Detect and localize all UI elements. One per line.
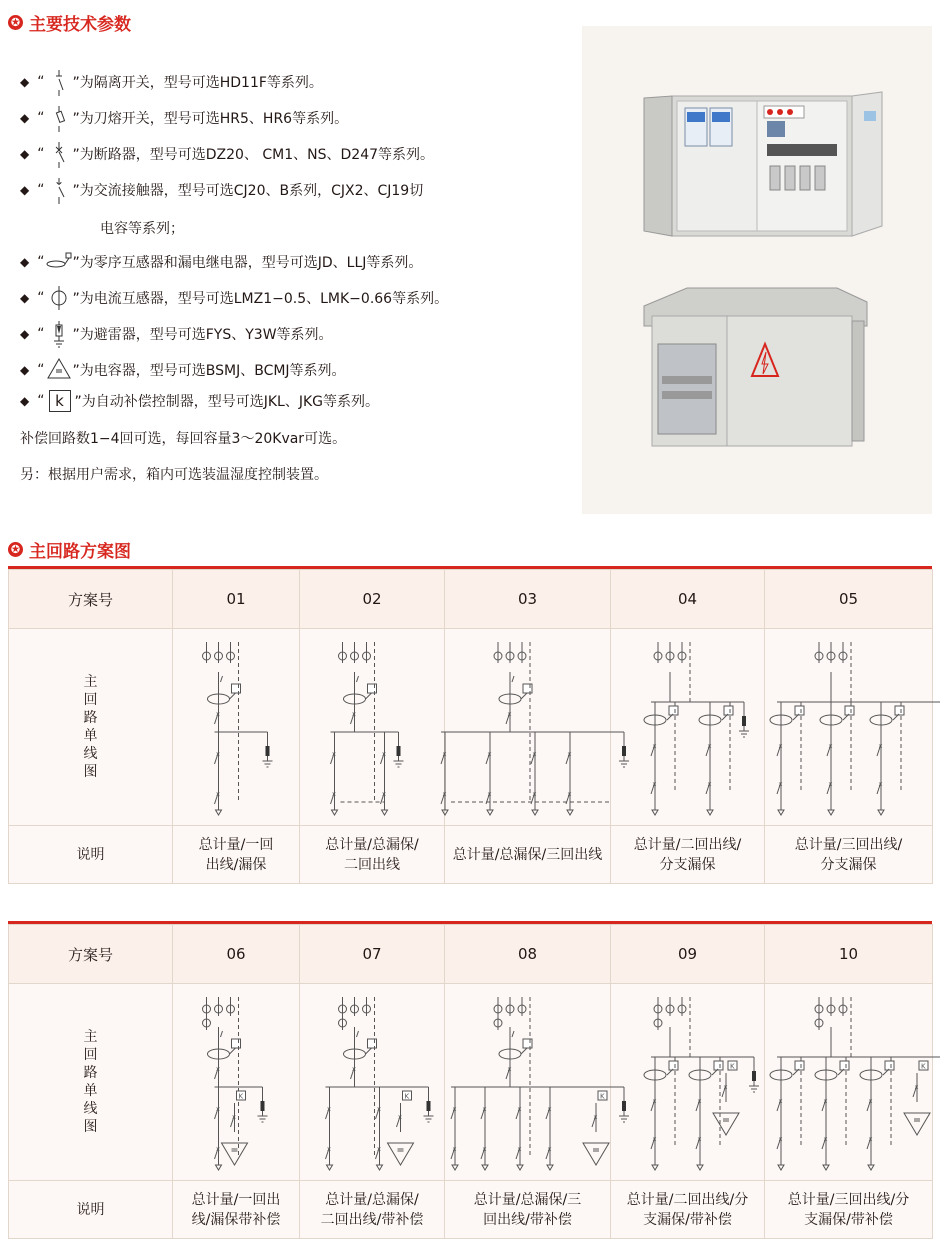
scheme-no: 04 — [611, 570, 765, 629]
section-title-text: 主要技术参数 — [29, 15, 131, 35]
param-item: ◆ “ ”为避雷器，型号可选FYS、Y3W等系列。 — [20, 320, 333, 348]
svg-text:×: × — [531, 751, 537, 758]
scheme-desc: 总计量/三回出线/分 支漏保/带补偿 — [765, 1181, 933, 1239]
svg-text:K: K — [729, 1062, 735, 1071]
svg-text:×: × — [913, 1084, 919, 1091]
param-item: ◆ “ ”为交流接触器，型号可选CJ20、B系列，CJX2、CJ19切 — [20, 176, 423, 204]
scheme-table-2 — [8, 924, 933, 1239]
diamond-bullet-icon: ◆ — [20, 291, 30, 305]
svg-text:×: × — [651, 1098, 657, 1105]
svg-text:×: × — [867, 1136, 873, 1143]
param-item: ◆ “ ”为零序互感器和漏电继电器，型号可选JD、LLJ等系列。 — [20, 248, 422, 276]
single-line-diagram — [765, 984, 933, 1181]
param-text: ”为自动补偿控制器，型号可选JKL、JKG等系列。 — [74, 394, 380, 410]
svg-text:×: × — [351, 1066, 357, 1073]
scheme-desc: 总计量/一回出 线/漏保带补偿 — [173, 1181, 300, 1239]
single-line-diagram — [445, 984, 611, 1181]
breaker-symbol-icon — [45, 140, 73, 168]
single-line-diagram — [173, 629, 300, 826]
scheme-desc: 总计量/总漏保/三回出线 — [445, 826, 611, 884]
svg-text:×: × — [651, 743, 657, 750]
svg-text:×: × — [376, 1106, 382, 1113]
svg-text:×: × — [877, 743, 883, 750]
svg-text:K: K — [238, 1092, 243, 1101]
diamond-bullet-icon: ◆ — [20, 111, 30, 125]
svg-text:×: × — [215, 1146, 221, 1153]
section-title-params — [8, 10, 131, 35]
svg-text:×: × — [566, 751, 572, 758]
param-text: ”为电流互感器，型号可选LMZ1−0.5、LMK−0.66等系列。 — [72, 291, 449, 307]
param-text: ”为交流接触器，型号可选CJ20、B系列，CJX2、CJ19切 — [72, 183, 424, 199]
scheme-no: 03 — [445, 570, 611, 629]
svg-text:×: × — [486, 751, 492, 758]
svg-text:×: × — [516, 1146, 522, 1153]
single-line-diagram — [300, 984, 445, 1181]
svg-text:×: × — [651, 1136, 657, 1143]
scheme-no: 06 — [173, 925, 300, 984]
section-title-schemes — [8, 537, 131, 562]
single-line-diagram — [441, 629, 611, 826]
diagram-row-label: 主 回 路 单 线 图 — [9, 984, 173, 1181]
svg-text:×: × — [822, 1136, 828, 1143]
note-compensation: 补偿回路数1−4回可选，每回容量3～20Kvar可选。 — [20, 431, 347, 447]
diamond-bullet-icon: ◆ — [20, 147, 30, 161]
param-text: ”为断路器，型号可选DZ20、 CM1、NS、D247等系列。 — [72, 147, 435, 163]
svg-text:×: × — [326, 1106, 332, 1113]
param-continuation: 电容等系列； — [100, 221, 184, 237]
svg-text:×: × — [877, 781, 883, 788]
svg-text:×: × — [231, 1114, 237, 1121]
svg-text:K: K — [920, 1062, 926, 1071]
svg-text:K: K — [599, 1092, 605, 1101]
scheme-desc: 总计量/二回出线/分 支漏保/带补偿 — [611, 1181, 765, 1239]
scheme-no: 08 — [445, 925, 611, 984]
param-text: ”为避雷器，型号可选FYS、Y3W等系列。 — [72, 327, 333, 343]
svg-text:×: × — [777, 781, 783, 788]
product-photos — [582, 26, 932, 514]
svg-text:K: K — [404, 1092, 409, 1101]
note-optional: 另：根据用户需求，箱内可选装温湿度控制装置。 — [20, 467, 328, 483]
svg-text:×: × — [215, 711, 221, 718]
param-item: ◆ “ ”为断路器，型号可选DZ20、 CM1、NS、D247等系列。 — [20, 140, 434, 168]
param-item: ◆ “ ”为电容器，型号可选BSMJ、BCMJ等系列。 — [20, 356, 346, 384]
scheme-table-1 — [8, 569, 933, 884]
svg-text:×: × — [381, 751, 387, 758]
svg-text:×: × — [827, 743, 833, 750]
scheme-no-label: 方案号 — [9, 570, 173, 629]
svg-text:×: × — [376, 1146, 382, 1153]
param-text: ”为电容器，型号可选BSMJ、BCMJ等系列。 — [72, 363, 346, 379]
svg-text:×: × — [546, 1106, 552, 1113]
scheme-desc: 总计量/总漏保/ 二回出线/带补偿 — [300, 1181, 445, 1239]
desc-row-label: 说明 — [9, 826, 173, 884]
svg-text:×: × — [331, 791, 337, 798]
diamond-bullet-icon: ◆ — [20, 255, 30, 269]
svg-text:×: × — [777, 1098, 783, 1105]
diamond-bullet-icon: ◆ — [20, 363, 30, 377]
scheme-no: 07 — [300, 925, 445, 984]
arrester-symbol-icon — [45, 320, 73, 348]
isolator-symbol-icon — [45, 68, 73, 96]
param-text: ”为零序互感器和漏电继电器，型号可选JD、LLJ等系列。 — [72, 255, 423, 271]
svg-text:×: × — [696, 1136, 702, 1143]
single-line-diagram — [611, 984, 765, 1181]
contactor-symbol-icon — [45, 176, 73, 204]
svg-text:×: × — [696, 1098, 702, 1105]
scheme-no: 01 — [173, 570, 300, 629]
svg-text:×: × — [777, 743, 783, 750]
distribution-box-open-photo — [582, 26, 932, 514]
svg-text:×: × — [531, 791, 537, 798]
param-text: ”为隔离开关，型号可选HD11F等系列。 — [72, 75, 323, 91]
star-icon: ✪ — [8, 15, 23, 30]
diamond-bullet-icon: ◆ — [20, 75, 30, 89]
svg-text:×: × — [331, 751, 337, 758]
scheme-no-label: 方案号 — [9, 925, 173, 984]
scheme-no: 10 — [765, 925, 933, 984]
zero-sequence-ct-symbol-icon — [45, 248, 73, 276]
single-line-diagram — [611, 629, 765, 826]
svg-text:×: × — [451, 1146, 457, 1153]
svg-text:×: × — [822, 1098, 828, 1105]
svg-text:×: × — [651, 781, 657, 788]
svg-text:×: × — [397, 1114, 403, 1121]
svg-text:×: × — [351, 711, 357, 718]
scheme-no: 09 — [611, 925, 765, 984]
diagram-row-label: 主 回 路 单 线 图 — [9, 629, 173, 826]
svg-text:×: × — [546, 1146, 552, 1153]
svg-text:×: × — [441, 751, 447, 758]
svg-text:×: × — [827, 781, 833, 788]
scheme-no: 05 — [765, 570, 933, 629]
svg-text:×: × — [381, 791, 387, 798]
param-item: ◆ “ ”为刀熔开关，型号可选HR5、HR6等系列。 — [20, 104, 348, 132]
svg-text:×: × — [215, 751, 221, 758]
diamond-bullet-icon: ◆ — [20, 394, 30, 408]
svg-text:×: × — [506, 711, 512, 718]
svg-text:×: × — [566, 791, 572, 798]
param-text: ”为刀熔开关，型号可选HR5、HR6等系列。 — [72, 111, 349, 127]
diamond-bullet-icon: ◆ — [20, 183, 30, 197]
scheme-desc: 总计量/总漏保/三 回出线/带补偿 — [445, 1181, 611, 1239]
svg-text:×: × — [215, 791, 221, 798]
svg-text:×: × — [215, 1106, 221, 1113]
svg-text:×: × — [777, 1136, 783, 1143]
svg-text:×: × — [706, 743, 712, 750]
svg-text:×: × — [481, 1106, 487, 1113]
scheme-desc: 总计量/一回 出线/漏保 — [173, 826, 300, 884]
svg-text:×: × — [481, 1146, 487, 1153]
controller-symbol-icon: k — [49, 390, 71, 412]
svg-text:×: × — [506, 1066, 512, 1073]
single-line-diagram — [300, 629, 445, 826]
svg-text:×: × — [706, 781, 712, 788]
svg-text:×: × — [326, 1146, 332, 1153]
scheme-desc: 总计量/总漏保/ 二回出线 — [300, 826, 445, 884]
svg-text:×: × — [516, 1106, 522, 1113]
fuse-switch-symbol-icon — [45, 104, 73, 132]
single-line-diagram — [173, 984, 300, 1181]
star-icon: ✪ — [8, 542, 23, 557]
param-item: ◆ “ ”为电流互感器，型号可选LMZ1−0.5、LMK−0.66等系列。 — [20, 284, 448, 312]
svg-text:×: × — [451, 1106, 457, 1113]
svg-text:×: × — [215, 1066, 221, 1073]
svg-text:×: × — [867, 1098, 873, 1105]
scheme-desc: 总计量/二回出线/ 分支漏保 — [611, 826, 765, 884]
svg-text:×: × — [592, 1114, 598, 1121]
section-title-text: 主回路方案图 — [29, 542, 131, 562]
desc-row-label: 说明 — [9, 1181, 173, 1239]
svg-text:×: × — [441, 791, 447, 798]
scheme-no: 02 — [300, 570, 445, 629]
svg-text:×: × — [722, 1084, 728, 1091]
single-line-diagram — [765, 629, 933, 826]
param-item: ◆ “ k ”为自动补偿控制器，型号可选JKL、JKG等系列。 — [20, 392, 380, 410]
svg-text:×: × — [486, 791, 492, 798]
current-transformer-symbol-icon — [45, 284, 73, 312]
capacitor-symbol-icon — [45, 356, 73, 384]
diamond-bullet-icon: ◆ — [20, 327, 30, 341]
param-item: ◆ “ ”为隔离开关，型号可选HD11F等系列。 — [20, 68, 323, 96]
scheme-desc: 总计量/三回出线/ 分支漏保 — [765, 826, 933, 884]
